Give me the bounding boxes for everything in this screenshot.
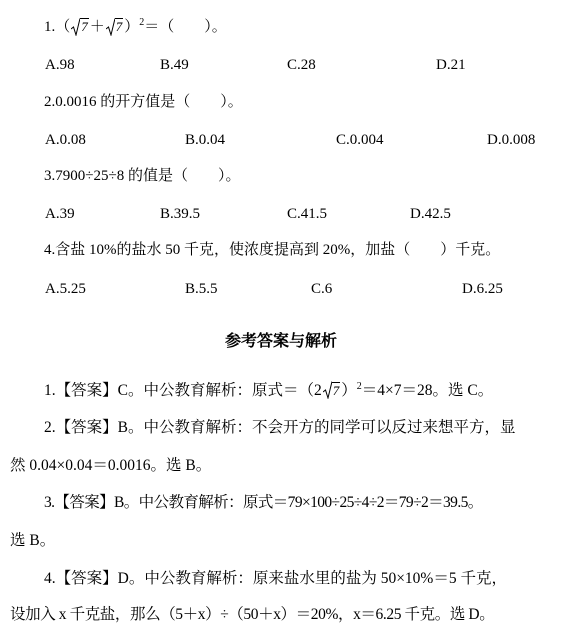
option-d: D.42.5 (410, 206, 451, 222)
answer-3-line-1: 3.【答案】B。中公教育解析：原式＝79×100÷25÷4÷2＝79÷2＝39.5。 (44, 494, 483, 511)
question-1-prefix: 1.（ (44, 19, 71, 35)
option-c: C.28 (287, 57, 316, 73)
answers-heading: 参考答案与解析 (224, 331, 337, 350)
answer-1-prefix: 1.【答案】C。中公教育解析：原式＝（2 (44, 382, 322, 399)
option-c: C.6 (311, 281, 333, 297)
option-c: C.41.5 (287, 206, 328, 222)
sqrt-7-a (71, 17, 89, 37)
question-1-close-paren: ） (124, 19, 140, 35)
option-c: C.0.004 (336, 132, 384, 148)
option-a: A.98 (45, 57, 75, 73)
radicand: 7 (115, 19, 123, 34)
question-1-suffix: ＝（ ）。 (144, 19, 227, 35)
option-a: A.5.25 (45, 281, 86, 297)
question-3-options (0, 204, 562, 224)
option-b: B.0.04 (185, 132, 226, 148)
answer-4-line-1: 4.【答案】D。中公教育解析：原来盐水里的盐为 50×10%＝5 千克， (44, 570, 507, 587)
radical-sign-icon (323, 381, 332, 399)
option-b: B.49 (160, 57, 189, 73)
question-1-options (0, 55, 562, 75)
answer-1-close-paren: ） (341, 382, 357, 399)
sqrt-7-b (106, 17, 124, 37)
sqrt-7 (323, 380, 341, 402)
option-b: B.39.5 (160, 206, 201, 222)
option-d: D.0.008 (487, 132, 536, 148)
exponent: 2 (139, 17, 145, 28)
exponent: 2 (356, 381, 362, 392)
question-2-stem: 2.0.0016 的开方值是（ ）。 (44, 94, 243, 110)
answer-2-line-2: 然 0.04×0.04＝0.0016。选 B。 (10, 457, 212, 474)
answer-3-line-2: 选 B。 (10, 532, 56, 549)
answer-2-line-1: 2.【答案】B。中公教育解析：不会开方的同学可以反过来想平方，显 (44, 419, 516, 436)
question-3-stem: 3.7900÷25÷8 的值是（ ）。 (44, 168, 241, 184)
question-4-options (0, 279, 562, 299)
question-4-stem: 4.含盐 10%的盐水 50 千克，使浓度提高到 20%，加盐（ ）千克。 (44, 242, 501, 258)
option-a: A.0.08 (45, 132, 86, 148)
radicand: 7 (81, 19, 88, 34)
radical-sign-icon (106, 18, 115, 36)
question-2-options (0, 130, 562, 150)
plus-sign: ＋ (89, 19, 105, 35)
option-a: A.39 (45, 206, 75, 222)
option-b: B.5.5 (185, 281, 218, 297)
radical-sign-icon (71, 18, 80, 36)
option-d: D.21 (436, 57, 466, 73)
option-d: D.6.25 (462, 281, 503, 297)
question-1-stem (44, 13, 227, 37)
answer-1-suffix: ＝4×7＝28。选 C。 (361, 382, 494, 399)
answer-4-line-2: 设加入 x 千克盐，那么（5＋x）÷（50＋x）＝20%，x＝6.25 千克。选 D。 (10, 606, 495, 623)
answer-1 (44, 376, 493, 402)
radicand: 7 (332, 383, 340, 398)
